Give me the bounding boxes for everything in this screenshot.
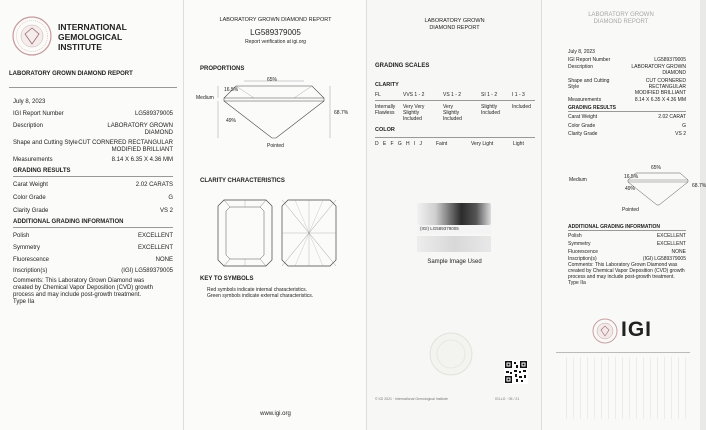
field-carat xyxy=(13,182,173,189)
report-date-p4: July 8, 2023 xyxy=(568,49,595,55)
igi-logo-text: IGI xyxy=(621,318,653,341)
field-description-p4 xyxy=(568,64,686,76)
field-color-p4 xyxy=(568,123,686,129)
label: Fluorescence xyxy=(568,249,599,255)
field-measurements-p4 xyxy=(568,97,686,103)
field-shape xyxy=(13,140,173,154)
institute-line-2: GEMOLOGICAL xyxy=(58,32,123,42)
comment-line: created by Chemical Vapor Deposition (CVD) growth xyxy=(568,268,685,274)
footer-code: IGI-LG · 05 / 21 xyxy=(495,397,520,401)
culet-label: Pointed xyxy=(267,143,284,149)
label: Description xyxy=(568,64,594,70)
title-line-1: LABORATORY GROWN xyxy=(424,18,485,24)
key-red-text: Red symbols indicate internal characteristics. xyxy=(207,287,308,293)
report-number-large: LG589379005 xyxy=(250,28,301,37)
title-line-2: DIAMOND REPORT xyxy=(593,19,649,25)
value: LG589379005 xyxy=(654,57,686,63)
report-title-p3 xyxy=(367,18,542,31)
clarity-col-i xyxy=(512,92,525,98)
clarity-col-fl-desc xyxy=(375,104,401,116)
crown-plot-diagram xyxy=(218,200,272,266)
divider xyxy=(375,100,535,101)
label: Shape and Cutting Style xyxy=(13,140,78,146)
label: Carat Weight xyxy=(568,114,598,120)
field-report-number-p4 xyxy=(568,57,686,63)
desc: Internally xyxy=(375,104,396,110)
value-line-2: DIAMOND xyxy=(144,130,173,136)
institute-name xyxy=(58,22,127,52)
divider xyxy=(568,230,686,231)
field-polish xyxy=(13,233,173,240)
field-clarity xyxy=(13,208,173,215)
desc: Included xyxy=(481,110,500,116)
value-line-1: LABORATORY GROWN xyxy=(107,123,173,129)
label: Carat Weight xyxy=(13,182,48,188)
desc: Slightly Included xyxy=(403,110,422,122)
additional-heading: ADDITIONAL GRADING INFORMATION xyxy=(13,219,124,225)
clarity-col-si-desc xyxy=(481,104,509,116)
hologram-seal-icon xyxy=(429,332,473,376)
clarity-col-vs xyxy=(443,92,461,98)
girdle-label: Medium xyxy=(196,95,214,101)
depth-percent: 68.7% xyxy=(334,110,349,116)
field-inscription xyxy=(13,268,173,275)
table-percent-p4: 65% xyxy=(651,165,662,171)
desc: Slightly Included xyxy=(443,110,462,122)
proportions-heading: PROPORTIONS xyxy=(200,66,245,72)
clarity-col-vs-desc xyxy=(443,104,479,122)
girdle-inscription-text: (IGI) LG589379005 xyxy=(420,226,459,231)
value: 8.14 X 6.35 X 4.36 MM xyxy=(634,97,686,103)
report-title: LABORATORY GROWN DIAMOND REPORT xyxy=(9,71,133,77)
color-term-light: Light xyxy=(513,141,524,147)
field-shape-p4 xyxy=(568,78,686,96)
desc: Slightly xyxy=(481,104,498,110)
divider xyxy=(568,111,686,112)
divider xyxy=(9,87,177,88)
report-panel-diagrams xyxy=(184,0,367,430)
clarity-col-i-desc xyxy=(512,104,536,110)
label: Color Grade xyxy=(568,123,596,129)
key-green-text: Green symbols indicate external characteristics. xyxy=(207,293,314,299)
value: G xyxy=(682,123,686,129)
report-title-p4 xyxy=(542,12,700,26)
label: Polish xyxy=(568,233,582,239)
value: NONE xyxy=(671,249,686,255)
field-fluorescence xyxy=(13,257,173,264)
value: EXCELLENT xyxy=(137,233,173,239)
clarity-scale-heading: CLARITY xyxy=(375,82,399,88)
grading-heading-p4: GRADING RESULTS xyxy=(568,105,616,111)
field-color xyxy=(13,195,173,202)
value: G xyxy=(168,195,173,201)
grade: FL xyxy=(375,92,381,98)
value: 2.02 CARATS xyxy=(135,182,173,188)
proportions-diagram xyxy=(224,84,324,144)
field-symmetry-p4 xyxy=(568,241,686,247)
culet-label-p4: Pointed xyxy=(622,207,639,213)
label: Shape and Cutting Style xyxy=(568,78,610,90)
institute-line-1: INTERNATIONAL xyxy=(58,22,127,32)
depth-percent-p4: 68.7% xyxy=(692,183,706,189)
crown-percent-p4: 16.5% xyxy=(624,174,639,180)
website-url: www.igi.org xyxy=(260,411,291,417)
divider xyxy=(13,176,173,177)
value: LG589379005 xyxy=(134,111,173,117)
grade: VS 1 - 2 xyxy=(443,92,462,98)
clarity-col-fl xyxy=(375,92,381,98)
value: NONE xyxy=(155,257,173,263)
value-line-1: CUT CORNERED RECTANGULAR xyxy=(645,78,686,90)
igi-seal-icon xyxy=(592,318,618,344)
label: Description xyxy=(13,123,44,129)
comments-p4 xyxy=(568,262,690,286)
label: Polish xyxy=(13,233,30,239)
girdle-label-p4: Medium xyxy=(569,177,587,183)
grading-scales-heading: GRADING SCALES xyxy=(375,63,430,69)
value: VS 2 xyxy=(159,208,173,214)
grade: SI 1 - 2 xyxy=(481,92,498,98)
field-symmetry xyxy=(13,245,173,252)
label: Symmetry xyxy=(13,245,40,251)
grading-heading: GRADING RESULTS xyxy=(13,168,71,174)
color-term-very-light: Very Light xyxy=(471,141,494,147)
pavilion-percent-p4: 49% xyxy=(625,186,636,192)
label: Clarity Grade xyxy=(568,131,598,137)
value: (IGI) LG589379005 xyxy=(121,268,173,274)
desc: Flawless xyxy=(375,110,395,116)
value: VS 2 xyxy=(675,131,686,137)
report-panel-scales xyxy=(367,0,542,430)
sample-image-caption: Sample Image Used xyxy=(427,259,482,265)
label: Measurements xyxy=(568,97,602,103)
verification-text: Report verification at igi.org xyxy=(245,39,306,45)
value-line-1: CUT CORNERED RECTANGULAR xyxy=(78,140,173,146)
value: (IGI) LG589379005 xyxy=(642,256,686,262)
title-line-2: DIAMOND REPORT xyxy=(429,24,480,31)
label: Inscription(s) xyxy=(13,268,48,274)
label: IGI Report Number xyxy=(568,57,611,63)
desc: Included xyxy=(512,104,531,110)
comments xyxy=(13,278,178,306)
label: Color Grade xyxy=(13,195,46,201)
report-panel-main xyxy=(0,0,184,430)
field-description xyxy=(13,123,173,137)
table-percent: 65% xyxy=(267,77,278,83)
grade: I 1 - 3 xyxy=(512,92,525,98)
value: 8.14 X 6.35 X 4.36 MM xyxy=(111,157,173,163)
comment-line: created by Chemical Vapor Deposition (CVD) growth xyxy=(13,285,153,291)
pavilion-percent: 49% xyxy=(226,118,237,124)
report-panel-summary xyxy=(542,0,706,430)
pavilion-plot-diagram xyxy=(282,200,336,266)
institute-line-3: INSTITUTE xyxy=(58,42,102,52)
field-report-number xyxy=(13,111,173,118)
igi-seal-icon xyxy=(12,16,52,56)
rotated-stub xyxy=(556,352,690,422)
label: Symmetry xyxy=(568,241,591,247)
value: EXCELLENT xyxy=(137,245,173,251)
label: Measurements xyxy=(13,157,53,163)
divider xyxy=(375,137,535,138)
comment-line: Comments: This Laboratory Grown Diamond was xyxy=(568,262,678,268)
stub-fine-print xyxy=(560,357,686,419)
key-to-symbols-heading: KEY TO SYMBOLS xyxy=(200,276,254,282)
report-title-p2: LABORATORY GROWN DIAMOND REPORT xyxy=(219,17,332,23)
color-letters: D E F G H I J xyxy=(375,141,423,147)
clarity-characteristics-heading: CLARITY CHARACTERISTICS xyxy=(200,178,285,184)
label: Clarity Grade xyxy=(13,208,49,214)
label: Fluorescence xyxy=(13,257,50,263)
comment-line: process and may include post-growth treatment. xyxy=(568,274,675,280)
title-line-1: LABORATORY GROWN xyxy=(588,12,654,18)
qr-code-icon xyxy=(504,360,528,384)
value: 2.02 CARAT xyxy=(658,114,686,120)
footer-copyright: © IGI 2021 · International Gemological Institute xyxy=(375,397,449,401)
value-line-1: LABORATORY GROWN xyxy=(631,64,686,70)
value-line-2: MODIFIED BRILLIANT xyxy=(111,147,173,153)
field-measurements xyxy=(13,157,173,164)
clarity-col-vvs xyxy=(403,92,424,98)
crown-percent: 16.5% xyxy=(224,87,239,93)
value: EXCELLENT xyxy=(656,233,686,239)
color-term-faint: Faint xyxy=(436,141,448,147)
desc: Very Very xyxy=(403,104,425,110)
grade: VVS 1 - 2 xyxy=(403,92,425,98)
label: Inscription(s) xyxy=(568,256,597,262)
clarity-col-si xyxy=(481,92,497,98)
additional-heading-p4: ADDITIONAL GRADING INFORMATION xyxy=(568,224,661,230)
value-line-2: MODIFIED BRILLIANT xyxy=(634,90,686,96)
comment-line: Type IIa xyxy=(568,280,586,286)
label: IGI Report Number xyxy=(13,111,64,117)
field-clarity-p4 xyxy=(568,131,686,137)
clarity-col-vvs-desc xyxy=(403,104,439,122)
color-scale-heading: COLOR xyxy=(375,127,395,133)
desc: Very xyxy=(443,104,454,110)
field-carat-p4 xyxy=(568,114,686,120)
girdle-sample-image-lower xyxy=(417,236,491,252)
field-fluorescence-p4 xyxy=(568,249,686,255)
comment-line: process and may include post-growth treatment. xyxy=(13,292,142,298)
field-polish-p4 xyxy=(568,233,686,239)
divider xyxy=(13,227,173,228)
value: EXCELLENT xyxy=(656,241,686,247)
value-line-2: DIAMOND xyxy=(662,70,686,76)
comment-line: Comments: This Laboratory Grown Diamond was xyxy=(13,278,145,284)
report-date: July 8, 2023 xyxy=(13,99,46,105)
comment-line: Type IIa xyxy=(13,299,35,305)
girdle-sample-image xyxy=(417,203,491,225)
